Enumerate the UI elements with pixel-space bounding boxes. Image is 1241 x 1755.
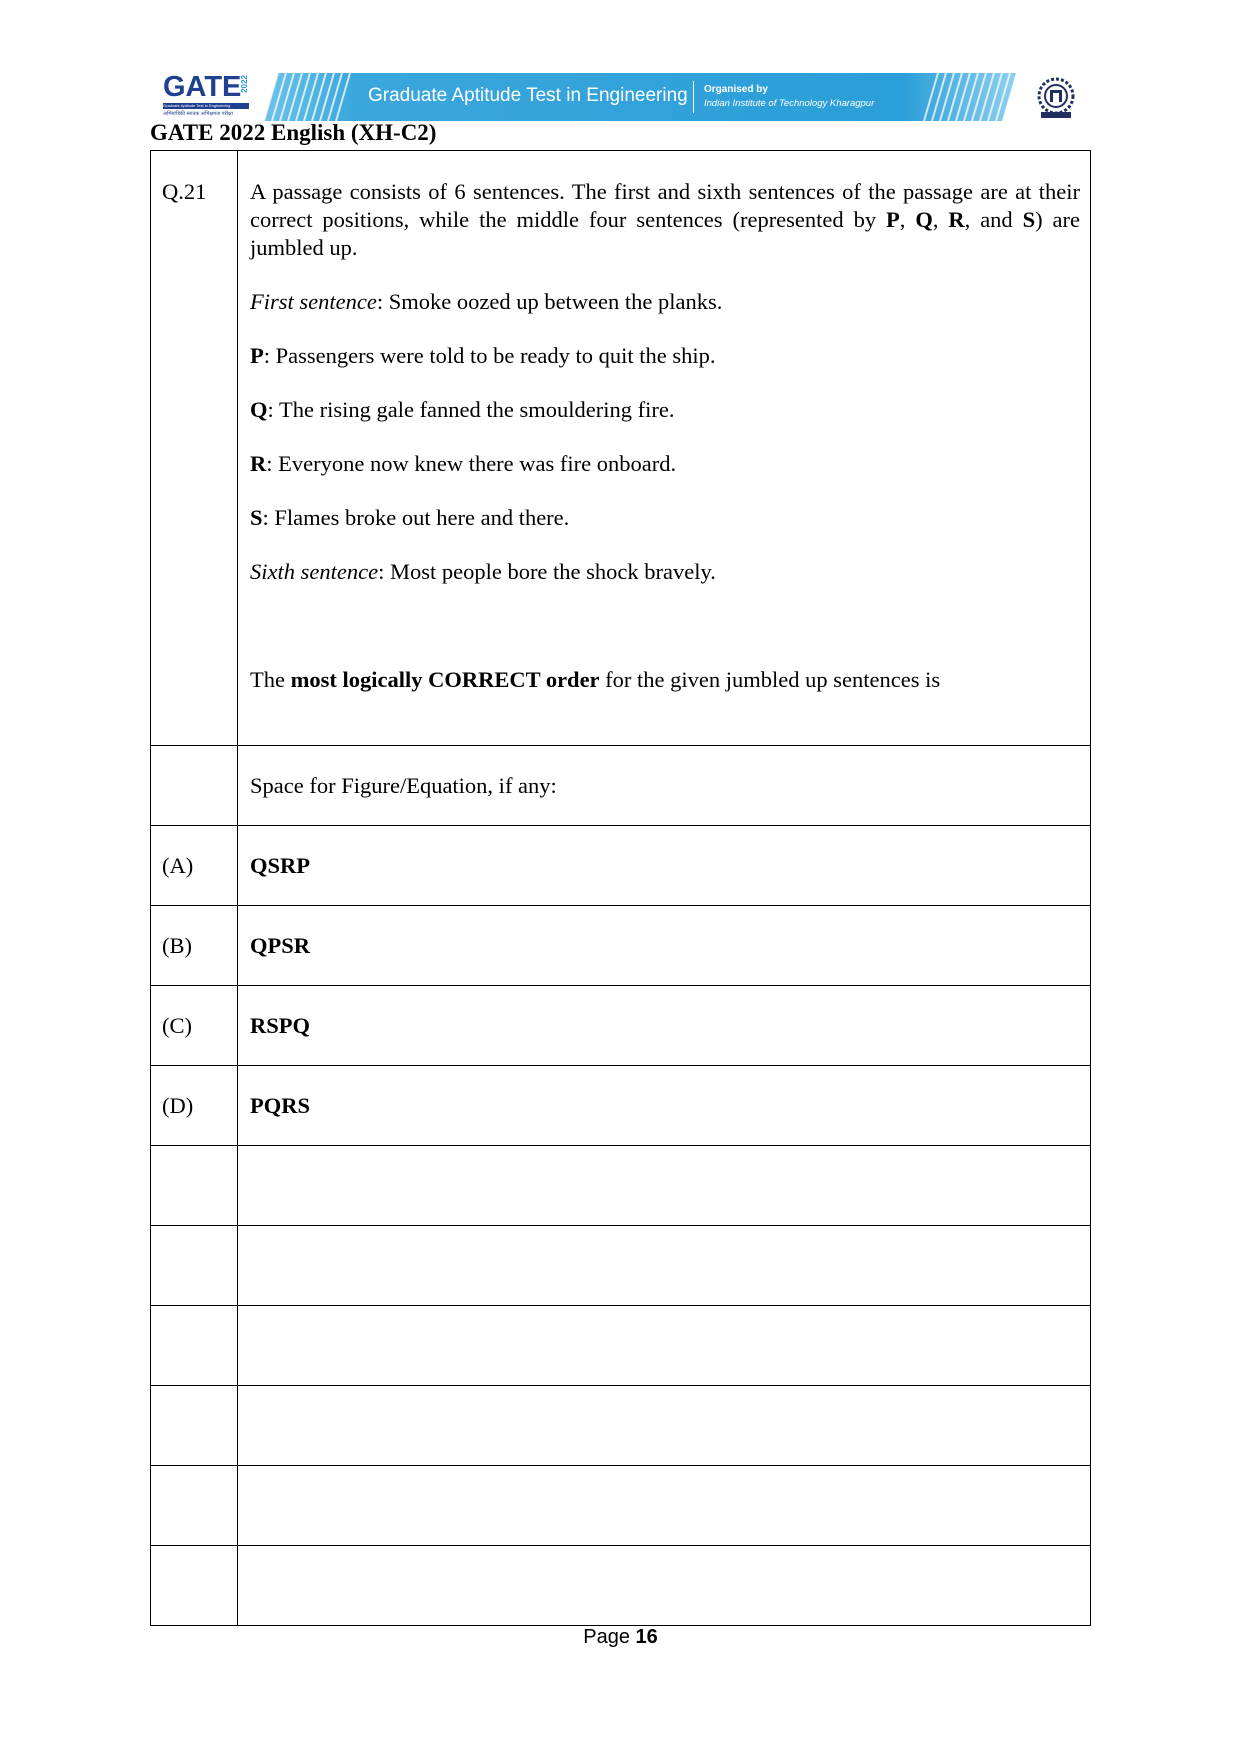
empty-row bbox=[151, 1226, 1091, 1306]
first-sentence-label: First sentence bbox=[250, 289, 377, 314]
gate-logo-hindi: अभियांत्रिकी स्नातक अभिक्षमता परीक्षा bbox=[163, 111, 233, 117]
option-label: (C) bbox=[151, 986, 238, 1066]
option-row-c bbox=[151, 986, 1091, 1066]
gate-logo-strip: Graduate Aptitude Test in Engineering bbox=[163, 103, 249, 109]
option-value: QPSR bbox=[238, 906, 1091, 986]
iit-kgp-emblem-icon bbox=[1035, 76, 1077, 120]
option-label: (A) bbox=[151, 826, 238, 906]
figure-space-row bbox=[151, 746, 1091, 826]
sentence-text: : Everyone now knew there was fire onboard. bbox=[266, 451, 677, 476]
question-table bbox=[150, 150, 1091, 1626]
question-body bbox=[238, 151, 1091, 746]
sentence-text: : Passengers were told to be ready to quit the ship. bbox=[263, 343, 716, 368]
intro-text-end: ) are jumbled up. bbox=[250, 207, 1081, 260]
option-value: RSPQ bbox=[238, 986, 1091, 1066]
gate-logo-text: GATE bbox=[163, 71, 242, 103]
empty-row bbox=[151, 1546, 1091, 1626]
option-label: (B) bbox=[151, 906, 238, 986]
sentence-p bbox=[250, 342, 1080, 370]
page-footer bbox=[0, 1625, 1241, 1649]
sentence-r bbox=[250, 450, 1080, 478]
gate-logo-year: 2022 bbox=[240, 75, 249, 93]
option-row-d bbox=[151, 1066, 1091, 1146]
sentence-tag: P bbox=[250, 343, 264, 368]
option-row-a bbox=[151, 826, 1091, 906]
sentence-tag: S bbox=[250, 505, 263, 530]
question-row bbox=[151, 151, 1091, 746]
intro-sep: , and bbox=[964, 207, 1023, 232]
intro-p: P bbox=[886, 207, 900, 232]
band-separator bbox=[693, 81, 694, 113]
empty-row bbox=[151, 1146, 1091, 1226]
first-sentence-text: : Smoke oozed up between the planks. bbox=[376, 289, 723, 314]
header-band bbox=[264, 73, 1016, 121]
option-value: QSRP bbox=[238, 826, 1091, 906]
sentence-s bbox=[250, 504, 1080, 532]
figure-space-label: Space for Figure/Equation, if any: bbox=[238, 746, 1091, 826]
page-label: Page bbox=[583, 1626, 636, 1648]
prompt-pre: The bbox=[250, 667, 291, 692]
header-banner bbox=[160, 72, 1080, 122]
empty-row bbox=[151, 1386, 1091, 1466]
sentence-q bbox=[250, 396, 1080, 424]
intro-sep: , bbox=[932, 207, 949, 232]
band-title: Graduate Aptitude Test in Engineering bbox=[368, 85, 688, 106]
prompt-bold: most logically CORRECT order bbox=[290, 667, 600, 692]
question-intro bbox=[250, 178, 1080, 262]
sentence-tag: R bbox=[250, 451, 267, 476]
sixth-sentence bbox=[250, 558, 1080, 586]
empty-row bbox=[151, 1306, 1091, 1386]
intro-sep: , bbox=[899, 207, 916, 232]
intro-q: Q bbox=[915, 207, 933, 232]
sixth-sentence-text: : Most people bore the shock bravely. bbox=[378, 559, 716, 584]
organised-by: Organised by bbox=[704, 84, 768, 95]
intro-r: R bbox=[948, 207, 965, 232]
paper-title: GATE 2022 English (XH-C2) bbox=[150, 120, 437, 145]
first-sentence bbox=[250, 288, 1080, 316]
question-number: Q.21 bbox=[151, 151, 238, 746]
sixth-sentence-label: Sixth sentence bbox=[250, 559, 379, 584]
sentence-tag: Q bbox=[250, 397, 268, 422]
sentence-text: : The rising gale fanned the smouldering fire. bbox=[267, 397, 675, 422]
institute-name: Indian Institute of Technology Kharagpur bbox=[704, 98, 875, 109]
option-label: (D) bbox=[151, 1066, 238, 1146]
intro-text: A passage consists of 6 sentences. The first and sixth sentences of the passage are at their correct positions, while the middle four sentences (represented by bbox=[250, 179, 1080, 232]
intro-s: S bbox=[1022, 207, 1036, 232]
question-prompt bbox=[250, 666, 1080, 694]
prompt-post: for the given jumbled up sentences is bbox=[599, 667, 941, 692]
page-number: 16 bbox=[635, 1626, 658, 1648]
gate-logo bbox=[160, 72, 252, 122]
sentence-text: : Flames broke out here and there. bbox=[262, 505, 570, 530]
option-row-b bbox=[151, 906, 1091, 986]
option-value: PQRS bbox=[238, 1066, 1091, 1146]
empty-row bbox=[151, 1466, 1091, 1546]
